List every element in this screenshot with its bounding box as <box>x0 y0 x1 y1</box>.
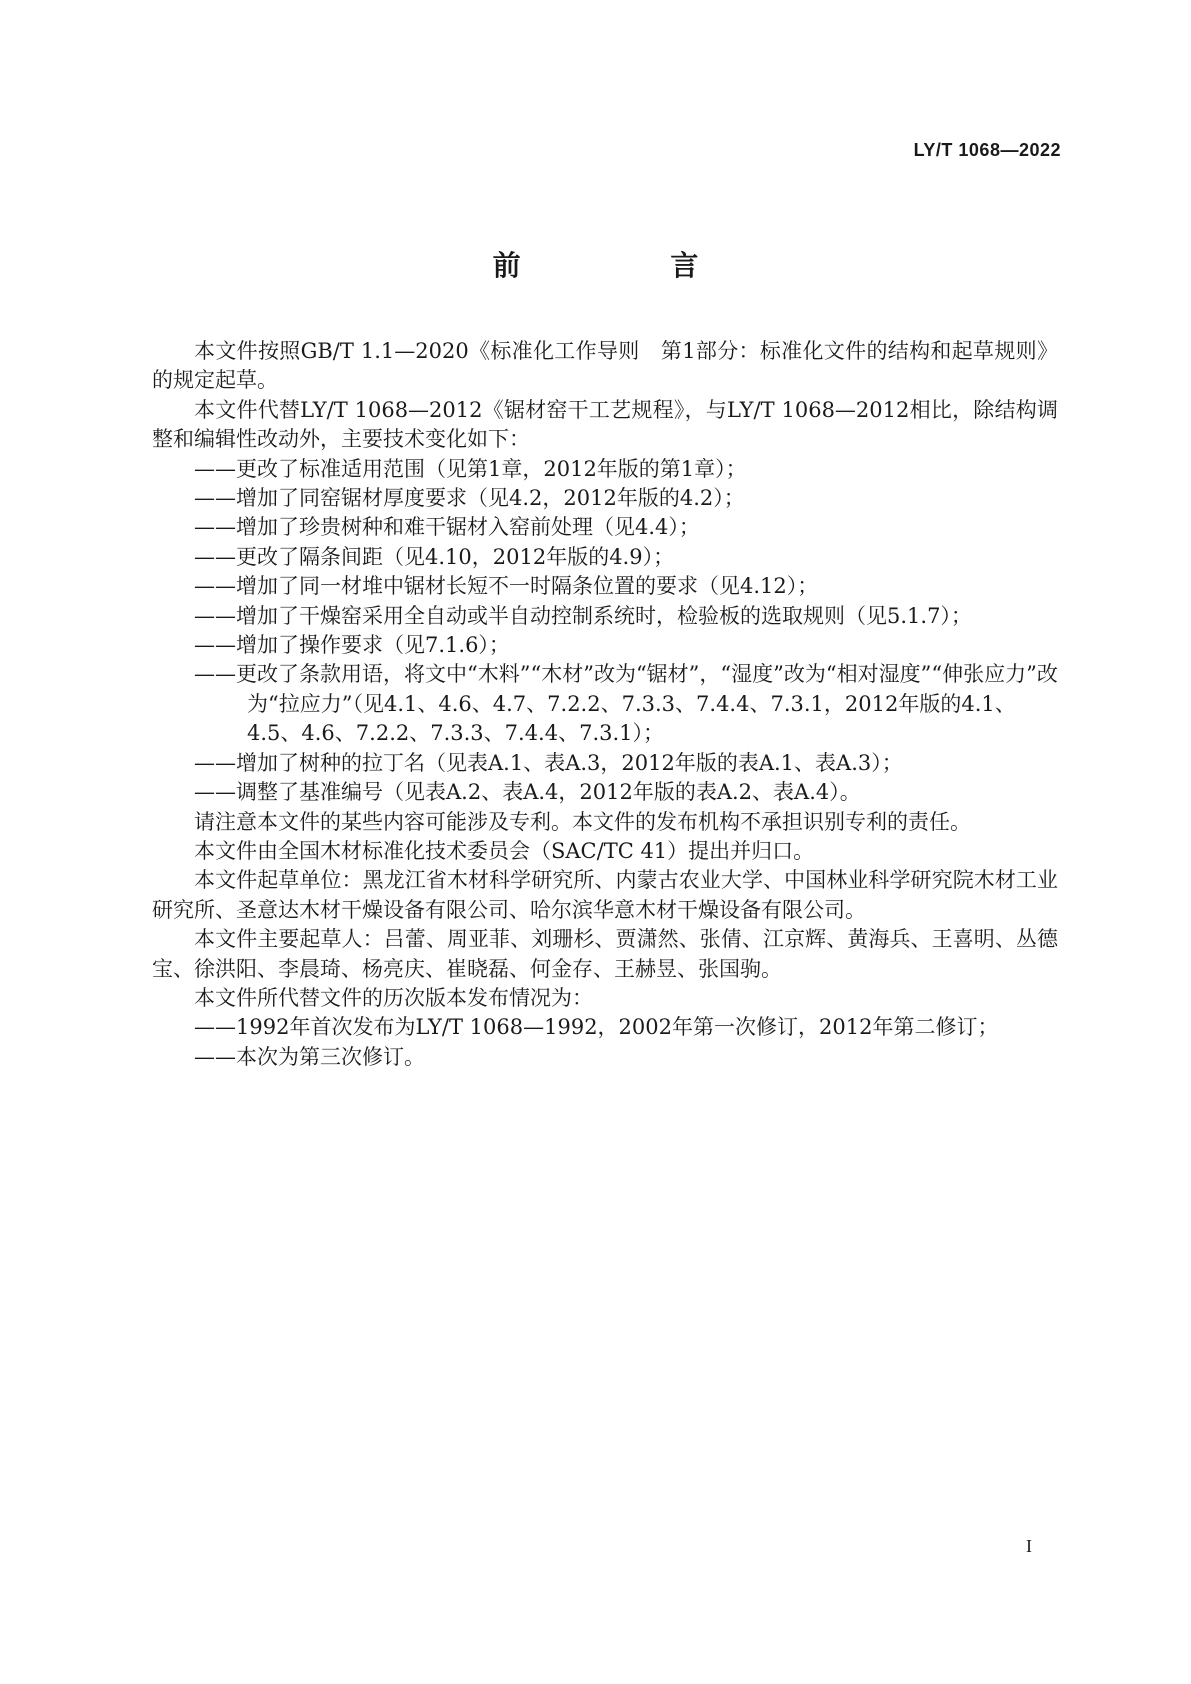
change-item: ——增加了操作要求（见7.1.6）； <box>194 633 510 658</box>
change-item: ——更改了标准适用范围（见第1章，2012年版的第1章）； <box>194 456 747 481</box>
intro-paragraph-1: 本文件按照GB/T 1.1—2020《标准化工作导则 第1部分：标准化文件的结构和起草规则》的规定起草。 <box>152 339 1058 393</box>
change-item: ——增加了珍贵树种和难干锯材入窑前处理（见4.4）； <box>194 515 700 540</box>
change-item: ——增加了树种的拉丁名（见表A.1、表A.3，2012年版的表A.1、表A.3）； <box>194 750 903 775</box>
intro-paragraph-2: 本文件代替LY/T 1068—2012《锯材窑干工艺规程》，与LY/T 1068—2012相比，除结构调整和编辑性改动外，主要技术变化如下： <box>152 397 1058 452</box>
history-intro-paragraph: 本文件所代替文件的历次版本发布情况为： <box>194 985 593 1010</box>
change-item: ——调整了基准编号（见表A.2、表A.4，2012年版的表A.2、表A.4）。 <box>194 780 861 805</box>
drafting-units-paragraph: 本文件起草单位：黑龙江省木材科学研究所、内蒙古农业大学、中国林业科学研究院木材工业研究所、圣意达木材干燥设备有限公司、哈尔滨华意木材干燥设备有限公司。 <box>152 868 1058 922</box>
drafters-paragraph: 本文件主要起草人：吕蕾、周亚菲、刘珊杉、贾潇然、张倩、江京辉、黄海兵、王喜明、丛德宝、徐洪阳、李晨琦、杨亮庆、崔晓磊、何金存、王赫昱、张国驹。 <box>152 927 1058 981</box>
history-item: ——1992年首次发布为LY/T 1068—1992，2002年第一次修订，2012年第二修订； <box>194 1015 999 1040</box>
page-title: 前 言 <box>492 249 769 282</box>
page-number: I <box>1026 1536 1032 1556</box>
change-item: ——增加了同窑锯材厚度要求（见4.2，2012年版的4.2）； <box>194 486 745 511</box>
proposer-paragraph: 本文件由全国木材标准化技术委员会（SAC/TC 41）提出并归口。 <box>194 838 815 863</box>
change-item: ——更改了隔条间距（见4.10，2012年版的4.9）； <box>194 544 675 569</box>
change-item: ——增加了干燥窑采用全自动或半自动控制系统时，检验板的选取规则（见5.1.7）； <box>194 603 972 628</box>
change-item: ——增加了同一材堆中锯材长短不一时隔条位置的要求（见4.12）； <box>194 574 819 599</box>
change-item: ——更改了条款用语，将文中“木料”“木材”改为“锯材”，“湿度”改为“相对湿度”“伸张应力”改为“拉应力”（见4.1、4.6、4.7、7.2.2、7.3.3、7.4.4、7.3.1，2012年版的4.1、4.5、4.6、7.2.2、7.3.3、7.4.4、7.3.1）； <box>194 662 1058 746</box>
standard-code: LY/T 1068—2022 <box>913 140 1061 160</box>
foreword-body <box>152 337 1058 1072</box>
patent-notice: 请注意本文件的某些内容可能涉及专利。本文件的发布机构不承担识别专利的责任。 <box>194 809 971 834</box>
history-item: ——本次为第三次修订。 <box>194 1044 425 1069</box>
